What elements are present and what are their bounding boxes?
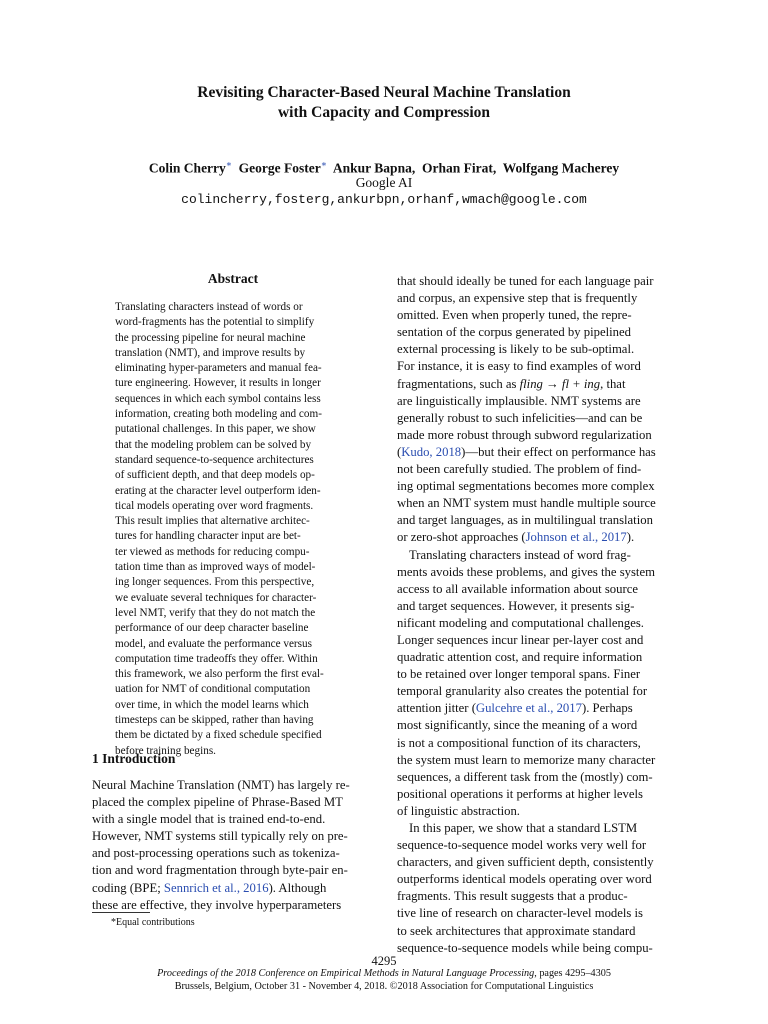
proceedings-footer: [0, 968, 768, 993]
text-line: sequences in which each symbol contains less: [115, 392, 321, 405]
text-line: when an NMT system must handle multiple source: [397, 496, 656, 511]
text-line: word-fragments has the potential to simplify: [115, 316, 315, 329]
text-line: putational challenges. In this paper, we show: [115, 423, 316, 436]
author-name: Ankur Bapna,: [332, 160, 416, 176]
text-line: or zero-shot approaches (Johnson et al., 2017).: [397, 530, 635, 545]
text-line: However, NMT systems still typically rely on pre-: [92, 829, 348, 844]
title-line: Revisiting Character-Based Neural Machine Translation: [197, 84, 571, 101]
citation-link[interactable]: Johnson et al., 2017: [525, 530, 627, 545]
text-line: omitted. Even when properly tuned, the repre-: [397, 308, 632, 323]
affiliation: Google AI: [355, 175, 413, 190]
text-line: ter viewed as methods for reducing compu-: [115, 545, 310, 558]
text-line: and target sequences. However, it presents sig-: [397, 598, 635, 613]
text-line: In this paper, we show that a standard LSTM: [409, 821, 638, 835]
text-line: level NMT, verify that they do not match the: [115, 606, 316, 619]
text-line: timesteps can be skipped, rather than having: [115, 714, 314, 727]
citation-link[interactable]: Kudo, 2018: [401, 444, 462, 459]
text-line: tive line of research on character-level models is: [397, 906, 643, 921]
text-line: this framework, we also perform the first eval-: [115, 668, 324, 681]
text-line: attention jitter (Gulcehre et al., 2017). Perhaps: [397, 701, 633, 716]
text-line: computation time tradeoffs they offer. Within: [115, 652, 318, 665]
text-line: these are effective, they involve hyperparameters: [92, 897, 342, 912]
text-line: eliminating hyper-parameters and manual fea-: [115, 362, 322, 375]
text-line: is not a compositional function of its characters,: [397, 735, 641, 750]
text-line: Translating characters instead of word frag-: [409, 547, 631, 562]
text-line: placed the complex pipeline of Phrase-Based MT: [92, 795, 343, 810]
text-line: standard sequence-to-sequence architectures: [115, 453, 314, 466]
text-line: most significantly, since the meaning of a word: [397, 718, 638, 733]
page-number: 4295: [371, 954, 397, 968]
text-line: before training begins.: [115, 744, 216, 757]
citation-link[interactable]: Gulcehre et al., 2017: [475, 701, 582, 716]
paper-title: [0, 83, 768, 123]
text-line: erating at the character level outperform iden-: [115, 484, 321, 497]
text-line: sequence-to-sequence model works very well for: [397, 838, 647, 853]
text-line: This result implies that alternative architec-: [115, 515, 310, 528]
author-name: Orhan Firat,: [421, 160, 497, 176]
text-line: For instance, it is easy to find examples of word: [397, 359, 641, 374]
author-name: Wolfgang Macherey: [502, 160, 620, 176]
text-line: we evaluate several techniques for character-: [115, 591, 317, 604]
footer-line: Proceedings of the 2018 Conference on Empirical Methods in Natural Language Processing, pages 4295–4305: [157, 968, 611, 979]
text-line: ing optimal segmentations becomes more complex: [397, 479, 655, 494]
text-line: performance of our deep character baseline: [115, 622, 309, 635]
text-line: Neural Machine Translation (NMT) has largely re-: [92, 778, 350, 792]
text-line: fragmentations, such as fling → fl + ing, that: [397, 376, 626, 391]
introduction-body: [92, 777, 360, 914]
text-line: and target languages, as in multilingual translation: [397, 513, 653, 528]
text-line: generally robust to such infelicities—and can be: [397, 410, 643, 425]
text-line: ing longer sequences. From this perspective,: [115, 576, 315, 589]
abstract-body: [115, 300, 353, 759]
text-line: are linguistically implausible. NMT systems are: [397, 393, 641, 408]
text-line: to seek architectures that approximate standard: [397, 923, 636, 938]
equal-contribution-mark[interactable]: ∗: [225, 159, 232, 169]
text-line: sequence-to-sequence models while being compu-: [397, 940, 653, 955]
text-line: quadratic attention cost, and require information: [397, 650, 643, 665]
text-line: and post-processing operations such as tokeniza-: [92, 846, 340, 861]
text-line: sequences, a different task from the (mostly) com-: [397, 769, 653, 784]
author-name: George Foster: [238, 160, 321, 176]
title-line: with Capacity and Compression: [277, 104, 490, 121]
text-line: information, creating both modeling and com-: [115, 408, 322, 421]
text-line: to be retained over longer temporal spans. Finer: [397, 667, 641, 682]
text-line: coding (BPE; Sennrich et al., 2016). Although: [92, 880, 327, 895]
math-example: fling → fl + ing: [519, 376, 601, 391]
text-line: Translating characters instead of words or: [115, 301, 303, 313]
text-line: tical models operating over word fragments.: [115, 499, 314, 512]
text-line: tures for handling character input are bet-: [115, 530, 301, 543]
text-line: the system must learn to memorize many character: [397, 752, 656, 767]
text-line: uation for NMT of conditional computation: [115, 683, 311, 696]
text-line: with a single model that is trained end-to-end.: [92, 812, 326, 827]
text-line: translation (NMT), and improve results by: [115, 346, 306, 359]
text-line: that should ideally be tuned for each language pair: [397, 274, 654, 288]
text-line: that the modeling problem can be solved by: [115, 438, 312, 451]
author-name: Colin Cherry: [148, 160, 226, 176]
text-line: and corpus, an expensive step that is frequently: [397, 291, 638, 306]
footer-line: Brussels, Belgium, October 31 - November 4, 2018. ©2018 Association for Computational Linguistics: [174, 980, 594, 992]
equal-contribution-mark[interactable]: ∗: [320, 159, 327, 169]
text-line: made more robust through subword regularization: [397, 427, 652, 442]
text-line: sentation of the corpus generated by pipelined: [397, 325, 631, 340]
text-line: external processing is likely to be sub-optimal.: [397, 342, 635, 357]
footnote-divider: [92, 912, 150, 913]
section-heading-introduction: 1 Introduction: [92, 751, 176, 766]
text-line: over time, in which the model learns which: [115, 698, 309, 711]
abstract-heading: Abstract: [207, 271, 259, 286]
right-column-body: [397, 273, 679, 957]
text-line: Longer sequences incur linear per-layer cost and: [397, 632, 644, 647]
text-line: them be dictated by a fixed schedule specified: [115, 729, 322, 742]
text-line: positional operations it performs at higher levels: [397, 786, 643, 801]
author-emails: colincherry,fosterg,ankurbpn,orhanf,wmach@google.com: [181, 192, 587, 207]
text-line: ments avoids these problems, and gives the system: [397, 564, 655, 579]
citation-link[interactable]: Sennrich et al., 2016: [163, 880, 269, 895]
text-line: characters, and given sufficient depth, consistently: [397, 855, 654, 870]
footnote: *Equal contributions: [111, 917, 195, 928]
text-line: not been carefully studied. The problem of find-: [397, 462, 642, 477]
text-line: the processing pipeline for neural machine: [115, 331, 306, 344]
intro-lines: [92, 777, 360, 880]
text-line: temporal granularity also creates the potential for: [397, 684, 648, 699]
text-line: nificant modeling and computational challenges.: [397, 615, 644, 630]
text-line: tation time than as improved ways of model-: [115, 561, 316, 574]
text-line: tion and word fragmentation through byte-pair en-: [92, 863, 348, 878]
text-line: of sufficient depth, and that deep models op-: [115, 469, 315, 482]
text-line: of linguistic abstraction.: [397, 803, 520, 818]
text-line: model, and evaluate the performance versus: [115, 637, 312, 650]
text-line: ture engineering. However, it results in longer: [115, 377, 321, 390]
text-line: access to all available information about source: [397, 581, 638, 596]
text-line: (Kudo, 2018)—but their effect on performance has: [397, 444, 656, 459]
text-line: fragments. This result suggests that a produc-: [397, 889, 628, 904]
text-line: outperforms identical models operating over word: [397, 872, 652, 887]
